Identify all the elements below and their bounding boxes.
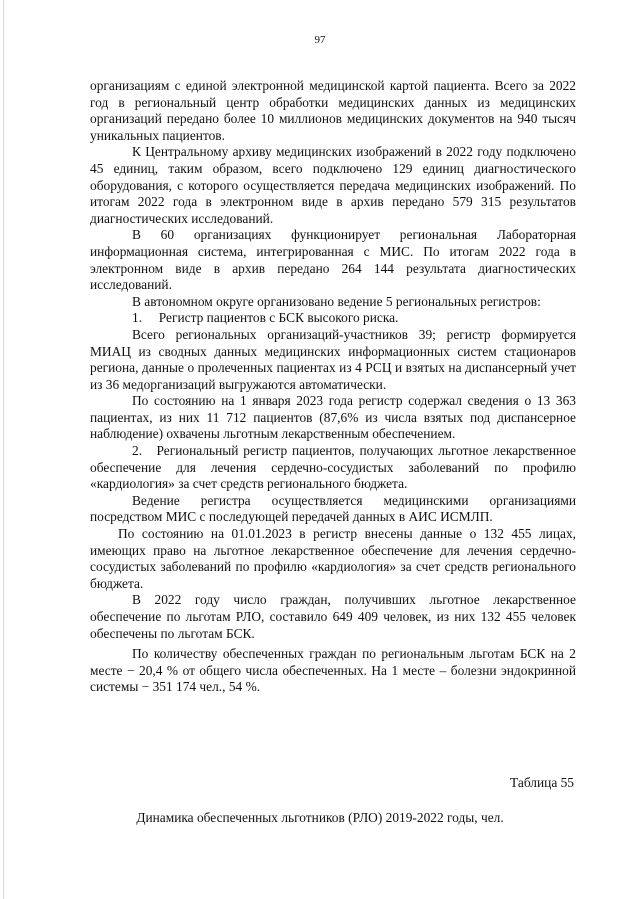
page-edge bbox=[3, 0, 4, 899]
paragraph: Ведение регистра осуществляется медицинскими организациями посредством МИС с последующей передачей данных в АИС ИСМЛП. bbox=[90, 492, 576, 525]
paragraph: К Центральному архиву медицинских изображений в 2022 году подключено 45 единиц, таким образом, всего подключено 129 единиц диагностического оборудования, с которого осуществляется передача медицинских изображений. По итогам 2022 года в электронном виде в архив передано 579 315 результатов диагностических исследований. bbox=[90, 144, 576, 226]
paragraph: Всего региональных организаций-участников 39; регистр формируется МИАЦ из сводных данных медицинских информационных систем стационаров региона, данные о пролеченных пациентах из 4 РСЦ и взятых на диспансерный учет из 36 медорганизаций выгружаются автоматически. bbox=[90, 326, 576, 392]
paragraph: По состоянию на 01.01.2023 в регистр внесены данные о 132 455 лицах, имеющих право на льготное лекарственное обеспечение для лечения сердечно-сосудистых заболеваний по профилю «кардиология» за счет средств регионального бюджета. bbox=[90, 526, 576, 591]
paragraph: В 2022 году число граждан, получивших льготное лекарственное обеспечение по льготам РЛО, составило 649 409 человек, из них 132 455 человек обеспечены по льготам БСК. bbox=[90, 592, 576, 641]
paragraph: В 60 организациях функционирует региональная Лабораторная информационная система, интегрированная с МИС. По итогам 2022 года в электронном виде в архив передано 264 144 результата диагностических исследований. bbox=[90, 227, 576, 293]
list-item: 2. Региональный регистр пациентов, получающих льготное лекарственное обеспечение для лечения сердечно-сосудистых заболеваний по профилю «кардиология» за счет средств регионального бюджета. bbox=[90, 443, 576, 492]
paragraph: организациям с единой электронной медицинской картой пациента. Всего за 2022 год в региональный центр обработки медицинских данных из медицинских организаций передано более 10 миллионов медицинских документов на 940 тысяч уникальных пациентов. bbox=[90, 78, 576, 143]
paragraph: По состоянию на 1 января 2023 года регистр содержал сведения о 13 363 пациентах, из них 11 712 пациентов (87,6% из числа взятых под диспансерное наблюдение) охвачены льготным лекарственным обеспечением. bbox=[90, 393, 576, 442]
document-body bbox=[90, 78, 576, 696]
paragraph: По количеству обеспеченных граждан по региональным льготам БСК на 2 месте − 20,4 % от общего числа обеспеченных. На 1 месте – болезни эндокринной системы − 351 174 чел., 54 %. bbox=[90, 646, 576, 695]
page-number: 97 bbox=[314, 34, 326, 46]
paragraph: В автономном округе организовано ведение 5 региональных регистров: bbox=[132, 293, 541, 309]
list-item: 1. Регистр пациентов с БСК высокого риска. bbox=[132, 310, 399, 326]
table-label: Таблица 55 bbox=[510, 775, 574, 790]
table-title: Динамика обеспеченных льготников (РЛО) 2019-2022 годы, чел. bbox=[136, 810, 504, 825]
